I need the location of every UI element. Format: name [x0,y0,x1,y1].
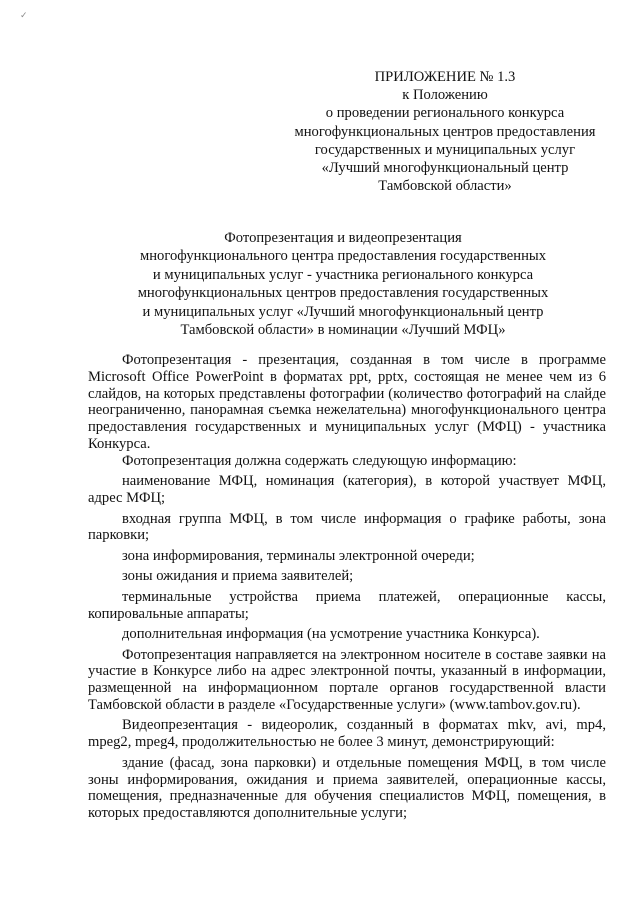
title-line: и муниципальных услуг «Лучший многофункциональный центр [142,303,544,320]
list-item-building: здание (фасад, зона парковки) и отдельные помещения МФЦ, в том числе зоны информирования, ожидания и приема заявителей, операционные кассы, помещения, предназначенные для обучения специалистов МФЦ, помещения, в которых предоставляются дополнительные услуги; [88,754,606,822]
title-line: Тамбовской области» в номинации «Лучший МФЦ» [180,322,506,339]
appendix-line: многофункциональных центров предоставления [294,123,596,140]
title-line: Фотопрезентация и видеопрезентация [224,230,462,246]
corner-mark: ✓ [20,10,28,20]
appendix-line: «Лучший многофункциональный центр [321,160,569,177]
list-item-name: наименование МФЦ, номинация (категория), в которой участвует МФЦ, адрес МФЦ; [88,473,606,507]
list-item-waiting-zone: зоны ожидания и приема заявителей; [122,568,354,585]
appendix-header [285,68,605,195]
title-line: и муниципальных услуг - участника регионального конкурса [152,266,534,283]
title-line: многофункционального центра предоставления государственных [139,248,546,265]
list-item-additional: дополнительная информация (на усмотрение участника Конкурса). [122,626,540,643]
paragraph-video-definition: Видеопрезентация - видеоролик, созданный в форматах mkv, avi, mp4, mpeg2, mpeg4, продолжительностью не более 3 минут, демонстрирующий: [88,717,606,751]
list-item-entrance: входная группа МФЦ, в том числе информация о графике работы, зона парковки; [88,510,606,544]
appendix-line: о проведении регионального конкурса [325,105,565,122]
list-item-terminals: терминальные устройства приема платежей, операционные кассы, копировальные аппараты; [88,588,606,622]
paragraph-photo-definition: Фотопрезентация - презентация, созданная в том числе в программе Microsoft Office PowerPoint в форматах ppt, pptx, состоящая не менее чем из 6 слайдов, на которых представлены фотографии (количество фотографий на слайде неограниченно, панорамная съемка нежелательна) многофункционального центра предоставления государственных и муниципальных услуг (МФЦ) - участника Конкурса. [88,352,606,452]
paragraph-photo-submission: Фотопрезентация направляется на электронном носителе в составе заявки на участие в Конкурсе либо на адрес электронной почты, указанный в информации, размещенной на информационном портале органов государственной власти Тамбовской области в разделе «Государственные услуги» (www.tambov.gov.ru). [88,646,606,713]
appendix-line: государственных и муниципальных услуг [314,141,576,158]
paragraph-photo-content-intro: Фотопрезентация должна содержать следующую информацию: [122,452,517,469]
appendix-line: ПРИЛОЖЕНИЕ № 1.3 [374,69,516,85]
appendix-line: к Положению [402,87,488,104]
appendix-line: Тамбовской области» [378,178,512,195]
document-title [108,229,578,339]
title-line: многофункциональных центров предоставления государственных [137,285,549,302]
list-item-info-zone: зона информирования, терминалы электронной очереди; [122,547,475,564]
document-body [88,352,606,826]
